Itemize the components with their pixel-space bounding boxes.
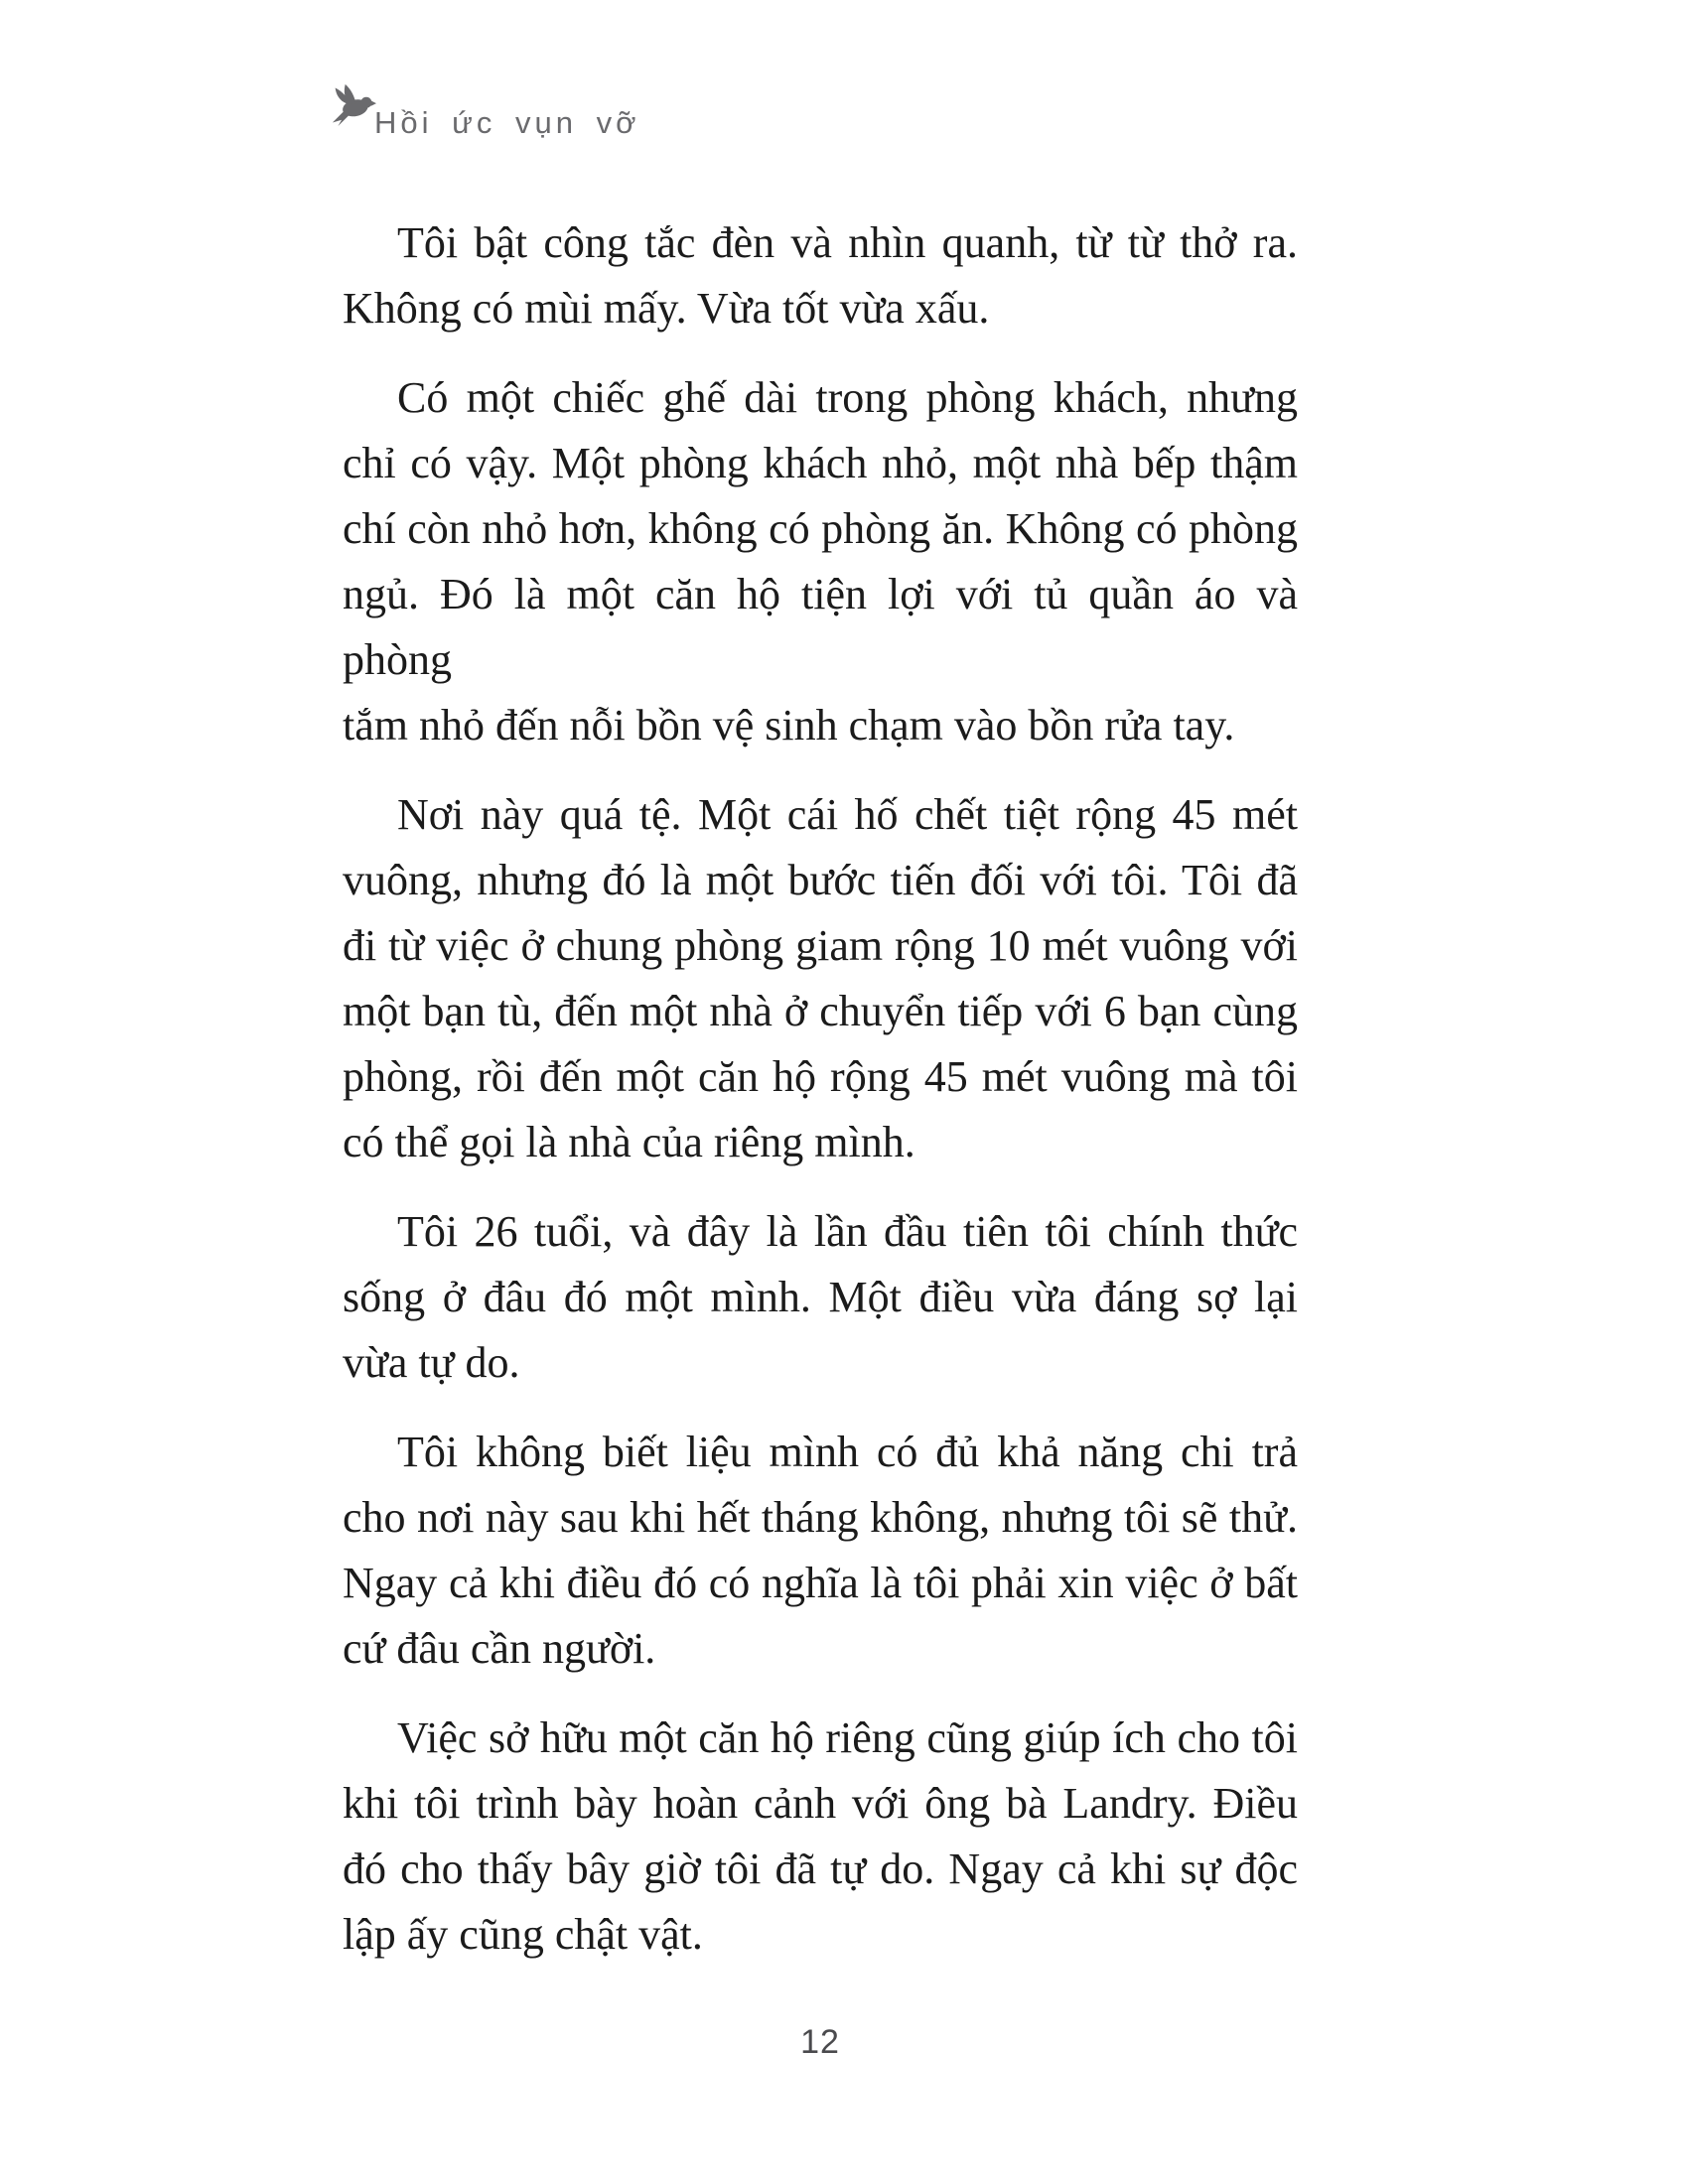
paragraph-line: khi tôi trình bày hoàn cảnh với ông bà Landry. Điều [343, 1779, 1298, 1828]
paragraph-line: phòng, rồi đến một căn hộ rộng 45 mét vuông mà tôi [343, 1052, 1298, 1101]
paragraph-line: cứ đâu cần người. [343, 1624, 656, 1673]
paragraph [343, 1706, 1298, 1968]
paragraph-line: có thể gọi là nhà của riêng mình. [343, 1118, 915, 1166]
paragraph-line: Ngay cả khi điều đó có nghĩa là tôi phải xin việc ở bất [343, 1559, 1298, 1607]
paragraph-line: Tôi bật công tắc đèn và nhìn quanh, từ từ thở ra. [397, 218, 1298, 267]
bird-icon [331, 83, 376, 127]
page-header [331, 83, 728, 163]
paragraph [343, 1199, 1298, 1396]
paragraph-line: ngủ. Đó là một căn hộ tiện lợi với tủ quần áo và phòng [343, 570, 1298, 684]
paragraph-line: một bạn tù, đến một nhà ở chuyển tiếp với 6 bạn cùng [343, 987, 1298, 1035]
paragraph-line: Tôi không biết liệu mình có đủ khả năng chi trả [397, 1428, 1298, 1476]
paragraph-line: chỉ có vậy. Một phòng khách nhỏ, một nhà bếp thậm [343, 439, 1298, 487]
running-header-title: Hồi ức vụn vỡ [374, 105, 640, 140]
paragraph-line: vừa tự do. [343, 1338, 520, 1387]
paragraph-line: lập ấy cũng chật vật. [343, 1910, 703, 1959]
paragraph-line: cho nơi này sau khi hết tháng không, nhưng tôi sẽ thử. [343, 1493, 1298, 1542]
paragraph [343, 210, 1298, 341]
paragraph-line: chí còn nhỏ hơn, không có phòng ăn. Không có phòng [343, 504, 1298, 553]
paragraph [343, 1420, 1298, 1682]
paragraph-line: tắm nhỏ đến nỗi bồn vệ sinh chạm vào bồn rửa tay. [343, 701, 1235, 750]
body-text [343, 210, 1298, 1968]
paragraph-line: đi từ việc ở chung phòng giam rộng 10 mét vuông với [343, 921, 1298, 970]
paragraph-line: Việc sở hữu một căn hộ riêng cũng giúp ích cho tôi [397, 1713, 1298, 1762]
paragraph-line: Nơi này quá tệ. Một cái hố chết tiệt rộng 45 mét [397, 790, 1298, 839]
paragraph [343, 782, 1298, 1175]
paragraph [343, 365, 1298, 758]
page-number: 12 [800, 2023, 840, 2061]
paragraph-line: sống ở đâu đó một mình. Một điều vừa đáng sợ lại [343, 1273, 1298, 1321]
paragraph-line: Có một chiếc ghế dài trong phòng khách, nhưng [397, 373, 1298, 422]
paragraph-line: vuông, nhưng đó là một bước tiến đối với tôi. Tôi đã [343, 856, 1298, 904]
paragraph-line: đó cho thấy bây giờ tôi đã tự do. Ngay cả khi sự độc [343, 1844, 1298, 1893]
paragraph-line: Tôi 26 tuổi, và đây là lần đầu tiên tôi chính thức [397, 1207, 1298, 1256]
paragraph-line: Không có mùi mấy. Vừa tốt vừa xấu. [343, 284, 990, 333]
